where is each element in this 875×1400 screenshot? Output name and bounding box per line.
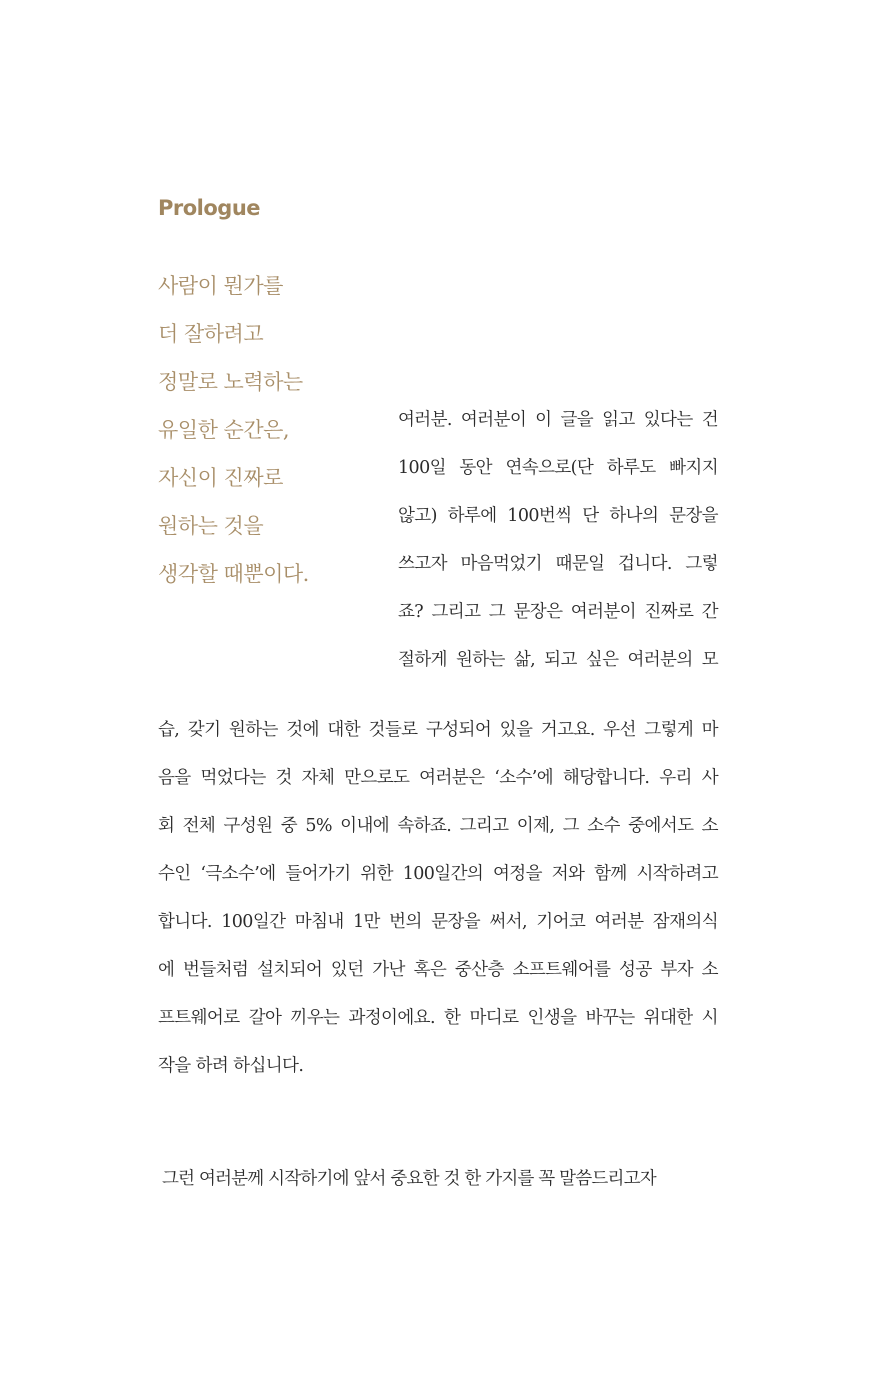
body-line: 프트웨어로 갈아 끼우는 과정이에요. 한 마디로 인생을 바꾸는 위대한 시	[158, 1008, 718, 1028]
body-line: 수인 ‘극소수’에 들어가기 위한 100일간의 여정을 저와 함께 시작하려고	[158, 864, 718, 884]
body-line: 습, 갖기 원하는 것에 대한 것들로 구성되어 있을 거고요. 우선 그렇게 마	[158, 720, 718, 740]
body-paragraph-full	[158, 706, 718, 1090]
body-line: 작을 하려 하십니다.	[158, 1056, 304, 1076]
quote-line: 자신이 진짜로	[158, 466, 283, 490]
body-line: 않고) 하루에 100번씩 단 하나의 문장을	[398, 506, 718, 526]
quote-line: 원하는 것을	[158, 514, 264, 538]
body-line: 음을 먹었다는 것 자체 만으로도 여러분은 ‘소수’에 해당합니다. 우리 사	[158, 768, 718, 788]
body-paragraph-column	[398, 396, 718, 684]
quote-line: 사람이 뭔가를	[158, 274, 283, 298]
second-paragraph: 그런 여러분께 시작하기에 앞서 중요한 것 한 가지를 꼭 말씀드리고자	[162, 1169, 656, 1189]
pull-quote	[158, 262, 373, 598]
body-line: 회 전체 구성원 중 5% 이내에 속하죠. 그리고 이제, 그 소수 중에서도 소	[158, 816, 718, 836]
body-line: 합니다. 100일간 마침내 1만 번의 문장을 써서, 기어코 여러분 잠재의식	[158, 912, 718, 932]
quote-line: 유일한 순간은,	[158, 418, 290, 442]
quote-line: 정말로 노력하는	[158, 370, 303, 394]
body-line: 쓰고자 마음먹었기 때문일 겁니다. 그렇	[398, 554, 718, 574]
body-line: 100일 동안 연속으로(단 하루도 빠지지	[398, 458, 718, 478]
quote-line: 생각할 때뿐이다.	[158, 562, 309, 586]
body-line: 죠? 그리고 그 문장은 여러분이 진짜로 간	[398, 602, 718, 622]
body-line: 여러분. 여러분이 이 글을 읽고 있다는 건	[398, 410, 718, 430]
body-line: 에 번들처럼 설치되어 있던 가난 혹은 중산층 소프트웨어를 성공 부자 소	[158, 960, 718, 980]
page-heading: Prologue	[158, 196, 261, 220]
quote-line: 더 잘하려고	[158, 322, 264, 346]
body-line: 절하게 원하는 삶, 되고 싶은 여러분의 모	[398, 650, 718, 670]
